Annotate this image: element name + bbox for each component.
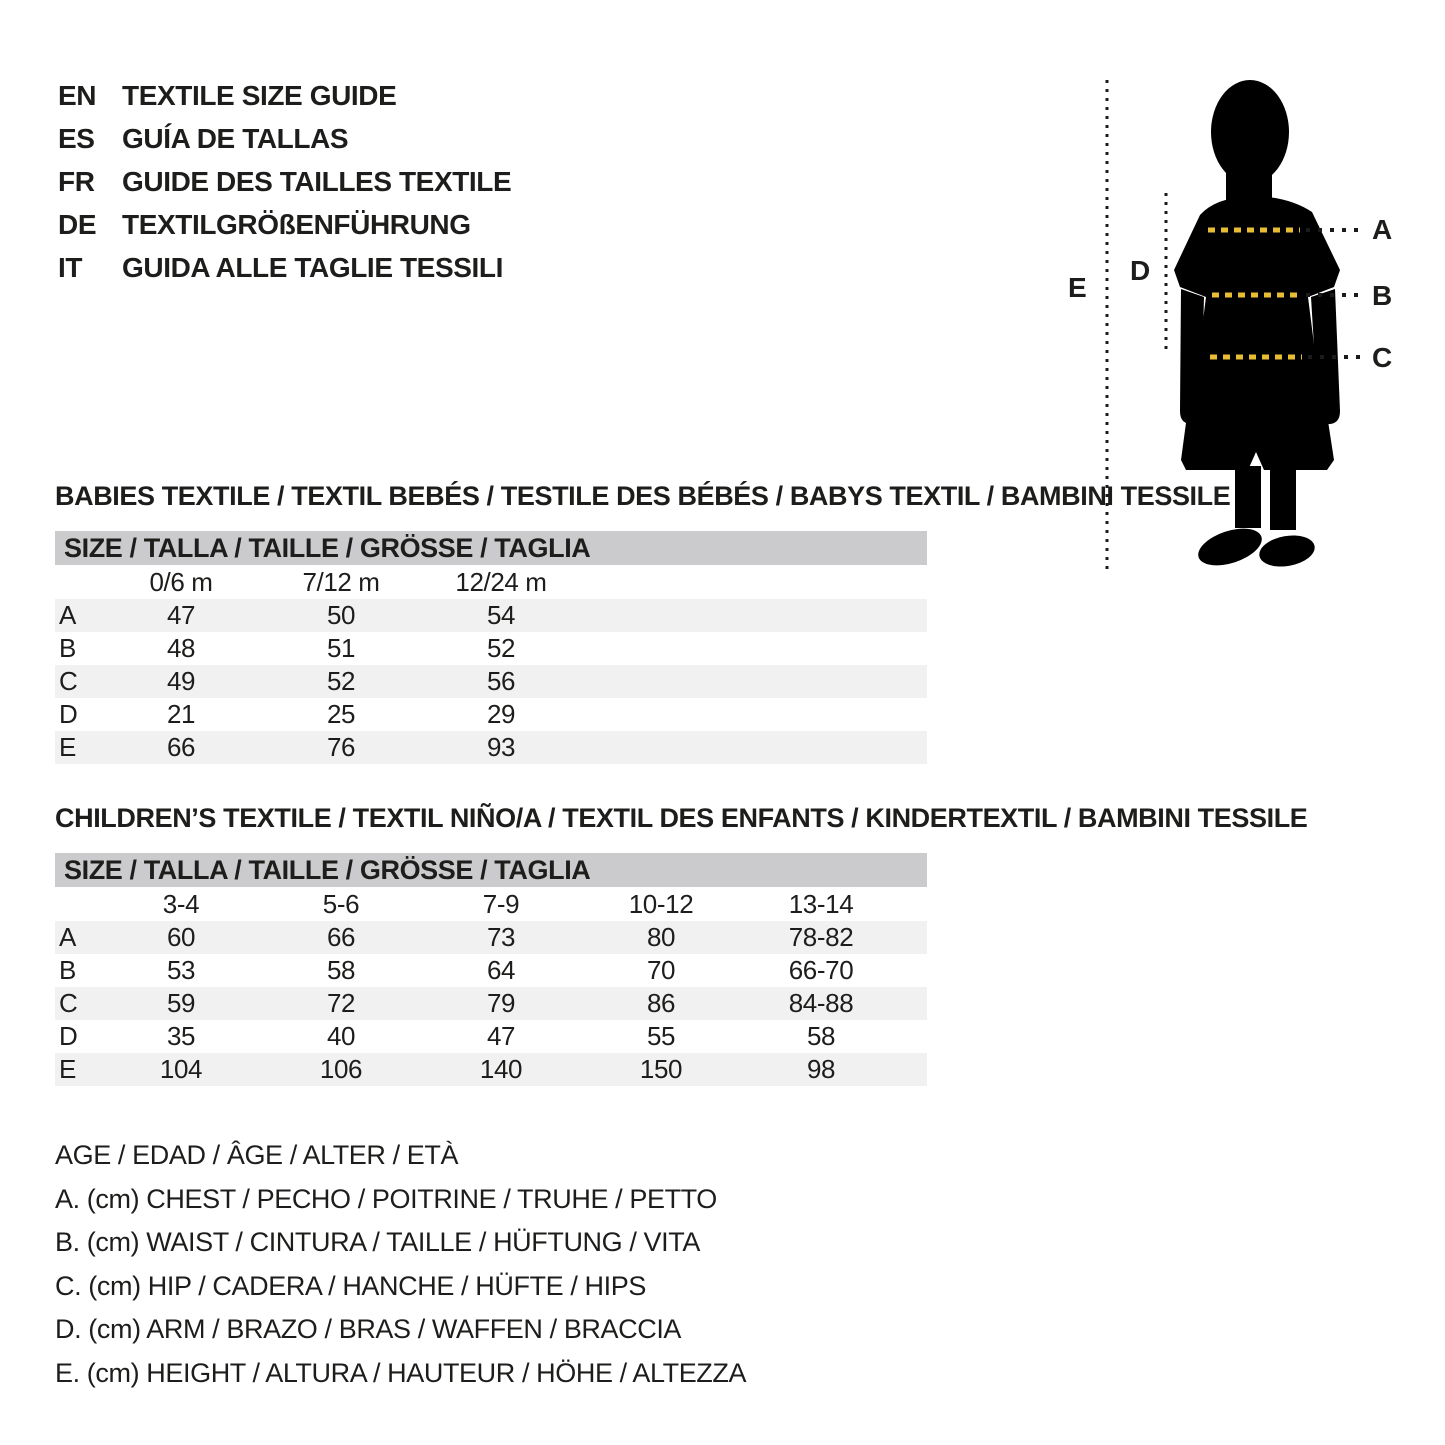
row-label: E — [59, 732, 76, 762]
figure-label-waist: B — [1372, 280, 1392, 311]
value-cell: 150 — [639, 1054, 683, 1084]
legend-height: E. (cm) HEIGHT / ALTURA / HAUTEUR / HÖHE / ALTEZZA — [55, 1357, 747, 1388]
value-cell: 140 — [479, 1054, 523, 1084]
babies-size-header-bar: SIZE / TALLA / TAILLE / GRÖSSE / TAGLIA — [55, 531, 927, 565]
value-cell: 80 — [646, 922, 676, 952]
language-row-de — [58, 203, 511, 246]
value-cell: 60 — [166, 922, 196, 952]
value-cell: 29 — [486, 699, 516, 729]
babies-row-arm — [55, 698, 927, 731]
value-cell: 66 — [166, 732, 196, 762]
value-cell: 66-70 — [788, 955, 854, 985]
children-column-header-row — [55, 887, 927, 921]
value-cell: 49 — [166, 666, 196, 696]
children-size-header-bar: SIZE / TALLA / TAILLE / GRÖSSE / TAGLIA — [55, 853, 927, 887]
value-cell: 66 — [326, 922, 356, 952]
row-label: A — [59, 600, 76, 630]
language-title-de: TEXTILGRÖßENFÜHRUNG — [122, 208, 471, 240]
value-cell: 58 — [326, 955, 356, 985]
value-cell: 72 — [326, 988, 356, 1018]
children-row-arm — [55, 1020, 927, 1053]
value-cell: 52 — [486, 633, 516, 663]
value-cell: 47 — [486, 1021, 516, 1051]
children-column-header: 7-9 — [482, 888, 520, 919]
children-row-chest — [55, 921, 927, 954]
value-cell: 50 — [326, 600, 356, 630]
row-label: A — [59, 922, 76, 952]
language-title-it: GUIDA ALLE TAGLIE TESSILI — [122, 251, 503, 283]
legend-age: AGE / EDAD / ÂGE / ALTER / ETÀ — [55, 1140, 459, 1170]
value-cell: 51 — [326, 633, 356, 663]
language-code-it: IT — [58, 251, 83, 283]
child-silhouette-figure — [1040, 60, 1445, 610]
children-column-header: 10-12 — [628, 888, 694, 919]
language-code-fr: FR — [58, 165, 95, 197]
value-cell: 79 — [486, 988, 516, 1018]
language-title-es: GUÍA DE TALLAS — [122, 122, 349, 154]
legend-arm: D. (cm) ARM / BRAZO / BRAS / WAFFEN / BRACCIA — [55, 1314, 682, 1344]
row-label: D — [59, 699, 78, 729]
value-cell: 47 — [166, 600, 196, 630]
language-code-en: EN — [58, 79, 97, 111]
value-cell: 73 — [486, 922, 516, 952]
value-cell: 55 — [646, 1021, 676, 1051]
babies-column-header: 0/6 m — [149, 566, 213, 597]
children-column-header: 5-6 — [322, 888, 360, 919]
row-label: C — [59, 988, 78, 1018]
legend-chest: A. (cm) CHEST / PECHO / POITRINE / TRUHE / PETTO — [55, 1183, 717, 1214]
language-title-fr: GUIDE DES TAILLES TEXTILE — [122, 165, 512, 197]
value-cell: 76 — [326, 732, 356, 762]
babies-row-chest — [55, 599, 927, 632]
value-cell: 53 — [166, 955, 196, 985]
value-cell: 59 — [166, 988, 196, 1018]
babies-row-hip — [55, 665, 927, 698]
value-cell: 98 — [806, 1054, 836, 1084]
value-cell: 56 — [486, 666, 516, 696]
value-cell: 21 — [166, 699, 196, 729]
children-row-waist — [55, 954, 927, 987]
value-cell: 54 — [486, 600, 516, 630]
figure-label-hip: C — [1372, 342, 1392, 373]
row-label: B — [59, 955, 76, 985]
value-cell: 64 — [486, 955, 516, 985]
row-label: E — [59, 1054, 76, 1084]
figure-label-arm: D — [1130, 255, 1150, 286]
value-cell: 78-82 — [788, 922, 854, 952]
value-cell: 48 — [166, 633, 196, 663]
children-size-table — [55, 853, 927, 1086]
value-cell: 104 — [159, 1054, 203, 1084]
value-cell: 84-88 — [788, 988, 854, 1018]
babies-column-header-row — [55, 565, 927, 599]
value-cell: 106 — [319, 1054, 363, 1084]
value-cell: 86 — [646, 988, 676, 1018]
row-label: B — [59, 633, 76, 663]
language-row-en — [58, 74, 511, 117]
babies-column-header: 12/24 m — [455, 566, 547, 597]
babies-column-header: 7/12 m — [302, 566, 380, 597]
language-code-es: ES — [58, 122, 95, 154]
value-cell: 35 — [166, 1021, 196, 1051]
measurement-legend — [55, 1134, 746, 1395]
figure-label-height: E — [1068, 272, 1087, 303]
row-label: D — [59, 1021, 78, 1051]
language-title-block — [58, 74, 511, 289]
value-cell: 40 — [326, 1021, 356, 1051]
language-code-de: DE — [58, 208, 97, 240]
children-row-hip — [55, 987, 927, 1020]
value-cell: 58 — [806, 1021, 836, 1051]
legend-waist: B. (cm) WAIST / CINTURA / TAILLE / HÜFTUNG / VITA — [55, 1227, 700, 1257]
babies-size-table — [55, 531, 927, 764]
value-cell: 25 — [326, 699, 356, 729]
children-column-header: 3-4 — [162, 888, 200, 919]
figure-label-chest: A — [1372, 214, 1392, 245]
babies-row-waist — [55, 632, 927, 665]
language-row-es — [58, 117, 511, 160]
children-column-header: 13-14 — [788, 888, 854, 919]
legend-hip: C. (cm) HIP / CADERA / HANCHE / HÜFTE / HIPS — [55, 1270, 646, 1301]
language-row-fr — [58, 160, 511, 203]
measurement-figure — [1040, 60, 1445, 610]
babies-section-heading: BABIES TEXTILE / TEXTIL BEBÉS / TESTILE DES BÉBÉS / BABYS TEXTIL / BAMBINI TESSILE — [55, 481, 1231, 511]
children-row-height — [55, 1053, 927, 1086]
value-cell: 52 — [326, 666, 356, 696]
babies-row-height — [55, 731, 927, 764]
row-label: C — [59, 666, 78, 696]
value-cell: 70 — [646, 955, 676, 985]
value-cell: 93 — [486, 732, 516, 762]
language-title-en: TEXTILE SIZE GUIDE — [122, 79, 397, 111]
language-row-it — [58, 246, 511, 289]
children-section-heading: CHILDREN’S TEXTILE / TEXTIL NIÑO/A / TEXTIL DES ENFANTS / KINDERTEXTIL / BAMBINI TESSILE — [55, 803, 1308, 833]
